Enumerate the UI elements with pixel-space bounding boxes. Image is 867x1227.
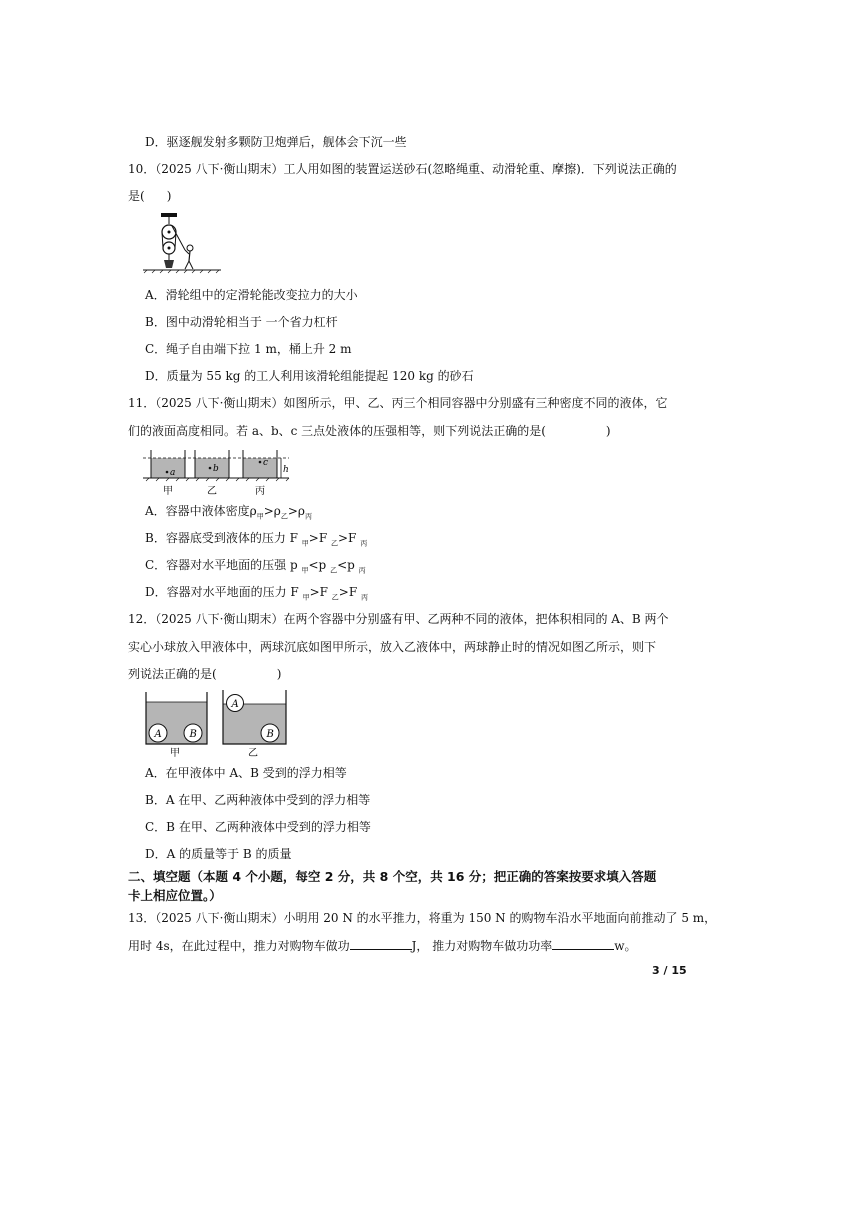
container-label-yi: 乙: [207, 486, 217, 497]
q11-c-sub1: 甲: [301, 566, 309, 575]
ceiling-mount: [161, 213, 177, 217]
pulley-figure: [143, 210, 223, 274]
q11-d-text: D．容器对水平地面的压力 F: [145, 585, 303, 599]
q13-text-a: 用时 4s，在此过程中，推力对购物车做功: [128, 939, 350, 953]
q11-c-mid1: <p: [308, 558, 331, 572]
q10-stem-prefix: 是(: [128, 189, 145, 203]
q10-stem-line1: 10．（2025 八下·衡山期末）工人用如图的装置运送砂石(忽略绳重、动滑轮重、摩擦)．下列说法正确的: [128, 162, 677, 176]
q13-text-b: J， 推力对购物车做功功率: [411, 939, 553, 953]
point-b-label: b: [213, 464, 219, 474]
q11-option-b: [145, 530, 367, 551]
q11-b-sub1: 甲: [301, 539, 309, 548]
container-label-jia: 甲: [170, 748, 180, 759]
q11-a-sub1: 甲: [256, 512, 264, 521]
section2-heading-line1: 二、填空题（本题 4 个小题，每空 2 分，共 8 个空，共 16 分；把正确的答案按要求填入答题: [128, 869, 657, 884]
point-a-label: a: [170, 468, 176, 478]
q13-line1: 13．（2025 八下·衡山期末）小明用 20 N 的水平推力，将重为 150 N 的购物车沿水平地面向前推动了 5 m，: [128, 911, 717, 925]
container-label-bing: 丙: [255, 486, 265, 497]
point-c-label: c: [263, 458, 269, 468]
container-label-jia: 甲: [163, 486, 173, 497]
q11-option-c: [145, 557, 366, 578]
q12-option-d: D．A 的质量等于 B 的质量: [145, 847, 292, 861]
worker-head: [187, 245, 193, 251]
q11-d-sub1: 甲: [302, 593, 310, 602]
q11-option-a: [145, 503, 312, 524]
q11-c-text: C．容器对水平地面的压强 p: [145, 558, 302, 572]
q10-option-c: C．绳子自由端下拉 1 m，桶上升 2 m: [145, 342, 352, 356]
q10-option-d: D．质量为 55 kg 的工人利用该滑轮组能提起 120 kg 的砂石: [145, 369, 474, 383]
q9-option-d: D．驱逐舰发射多颗防卫炮弹后，舰体会下沉一些: [145, 135, 407, 149]
q11-a-sub2: 乙: [280, 512, 288, 521]
q11-d-sub2: 乙: [331, 593, 339, 602]
q11-b-mid2: >F: [337, 531, 361, 545]
q11-d-mid2: >F: [338, 585, 361, 599]
q10-option-a: A．滑轮组中的定滑轮能改变拉力的大小: [145, 288, 358, 302]
q11-a-text: A．容器中液体密度ρ: [145, 504, 257, 518]
q11-d-sub3: 丙: [360, 593, 368, 602]
ball-b-label-yi: B: [266, 729, 274, 740]
bucket: [164, 260, 174, 268]
q11-b-mid1: >F: [308, 531, 331, 545]
q12-option-a: A．在甲液体中 A、B 受到的浮力相等: [145, 766, 347, 780]
ball-b-label-jia: B: [189, 729, 197, 740]
q12-option-c: C．B 在甲、乙两种液体中受到的浮力相等: [145, 820, 371, 834]
q11-a-sub3: 丙: [304, 512, 312, 521]
height-label: h: [283, 465, 289, 475]
q13-power-blank[interactable]: [552, 937, 614, 950]
q11-b-sub3: 丙: [360, 539, 368, 548]
q10-stem-line2: [128, 188, 171, 204]
q12-stem-line1: 12．（2025 八下·衡山期末）在两个容器中分别盛有甲、乙两种不同的液体，把体积相同的 A、B 两个: [128, 612, 669, 626]
q12-stem-line2: 实心小球放入甲液体中，两球沉底如图甲所示，放入乙液体中，两球静止时的情况如图乙所示，则下: [128, 640, 657, 654]
q11-a-mid1: >ρ: [263, 504, 281, 518]
ball-a-label-yi: A: [231, 699, 239, 710]
q11-c-sub2: 乙: [330, 566, 338, 575]
q11-a-mid2: >ρ: [287, 504, 305, 518]
q11-stem-line2: [128, 423, 611, 439]
q10-stem-suffix: ): [166, 189, 172, 203]
floating-balls-figure: [143, 688, 291, 760]
q11-c-sub3: 丙: [358, 566, 366, 575]
q13-work-blank[interactable]: [350, 937, 412, 950]
container-label-yi: 乙: [248, 748, 258, 759]
q11-option-d: [145, 584, 368, 605]
page-number: 3 / 15: [652, 964, 687, 977]
q11-d-mid1: >F: [309, 585, 332, 599]
q11-stem-suffix: ): [605, 424, 611, 438]
q11-b-sub2: 乙: [330, 539, 338, 548]
q12-option-b: B．A 在甲、乙两种液体中受到的浮力相等: [145, 793, 371, 807]
liquid-jia: [151, 458, 185, 478]
q12-stem-line3: [128, 666, 281, 682]
q11-stem-prefix: 们的液面高度相同。若 a、b、c 三点处液体的压强相等，则下列说法正确的是(: [128, 424, 546, 438]
q10-option-b: B．图中动滑轮相当于 一个省力杠杆: [145, 315, 338, 329]
q11-stem-line1: 11．（2025 八下·衡山期末）如图所示，甲、乙、丙三个相同容器中分别盛有三种密度不同的液体，它: [128, 396, 668, 410]
liquid-yi: [195, 458, 229, 478]
q11-c-mid2: <p: [337, 558, 359, 572]
q12-stem-prefix: 列说法正确的是(: [128, 667, 217, 681]
q13-text-c: w。: [614, 939, 637, 953]
containers-figure: [143, 446, 293, 498]
q12-stem-suffix: ): [276, 667, 282, 681]
q13-line2: [128, 937, 637, 954]
section2-heading-line2: 卡上相应位置。）: [128, 888, 222, 903]
ball-a-label-jia: A: [154, 729, 162, 740]
q11-b-text: B．容器底受到液体的压力 F: [145, 531, 302, 545]
